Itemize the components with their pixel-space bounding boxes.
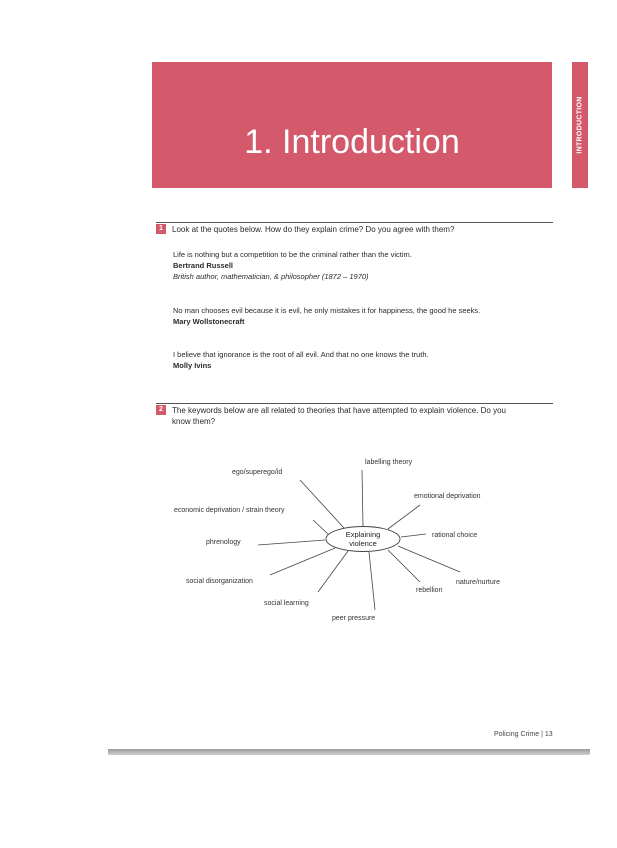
keyword-phrenology: phrenology: [206, 539, 241, 546]
connector-social-disorganization: [270, 548, 335, 575]
center-label-line2: violence: [349, 539, 377, 548]
keyword-emotional-deprivation: emotional deprivation: [414, 493, 481, 500]
quote-3-text: I believe that ignorance is the root of all evil. And that no one knows the truth.: [173, 350, 429, 359]
connector-economic-deprivation: [313, 520, 328, 534]
quote-3: [173, 349, 553, 371]
quote-1-author: Bertrand Russell: [173, 261, 234, 270]
question2-divider: [156, 403, 553, 404]
keyword-ego-superego-id: ego/superego/id: [232, 469, 283, 476]
side-tab-label: INTRODUCTION: [576, 96, 584, 154]
question1-text: Look at the quotes below. How do they explain crime? Do you agree with them?: [172, 225, 455, 234]
quote-1-text: Life is nothing but a competition to be the criminal rather than the victim.: [173, 250, 412, 259]
question2-line2: know them?: [172, 417, 216, 426]
question1-number: 1: [156, 224, 166, 234]
page-title: 1. Introduction: [244, 123, 460, 161]
section-side-tab: [572, 62, 588, 188]
keyword-labelling-theory: labelling theory: [365, 459, 413, 466]
keyword-peer-pressure: peer pressure: [332, 615, 376, 622]
question2-text: [172, 405, 556, 427]
connector-rebellion: [388, 550, 420, 582]
page-footer: Policing Crime | 13: [494, 731, 553, 738]
page-bottom-shadow: [108, 749, 590, 755]
keyword-social-learning: social learning: [264, 600, 309, 607]
question1-divider: [156, 222, 553, 223]
connector-emotional-deprivation: [388, 505, 420, 529]
quote-1: [173, 249, 553, 282]
quote-2-author: Mary Wollstonecraft: [173, 317, 245, 326]
quote-1-description: British author, mathematician, & philosopher (1872 – 1970): [173, 272, 369, 281]
connector-social-learning: [318, 551, 348, 592]
quote-2-text: No man chooses evil because it is evil, he only mistakes it for happiness, the good he seeks.: [173, 306, 481, 315]
quote-2: [173, 305, 553, 327]
quote-3-author: Molly Ivins: [173, 361, 212, 370]
title-banner: [152, 62, 552, 188]
connector-rational-choice: [401, 534, 426, 537]
keyword-rebellion: rebellion: [416, 587, 443, 594]
connector-labelling-theory: [362, 470, 363, 527]
keyword-spider-diagram: [170, 450, 540, 630]
keyword-economic-deprivation: economic deprivation / strain theory: [174, 507, 285, 514]
center-label-line1: Explaining: [345, 530, 381, 539]
keyword-rational-choice: rational choice: [432, 532, 478, 539]
connector-ego-superego-id: [300, 480, 344, 528]
connector-phrenology: [258, 540, 325, 545]
connector-nature-nurture: [398, 546, 460, 572]
connector-peer-pressure: [369, 552, 375, 610]
keyword-social-disorganization: social disorganization: [186, 578, 253, 585]
question2-number: 2: [156, 405, 166, 415]
question2-line1: The keywords below are all related to theories that have attempted to explain violence. Do you: [172, 406, 506, 415]
keyword-nature-nurture: nature/nurture: [456, 579, 500, 586]
